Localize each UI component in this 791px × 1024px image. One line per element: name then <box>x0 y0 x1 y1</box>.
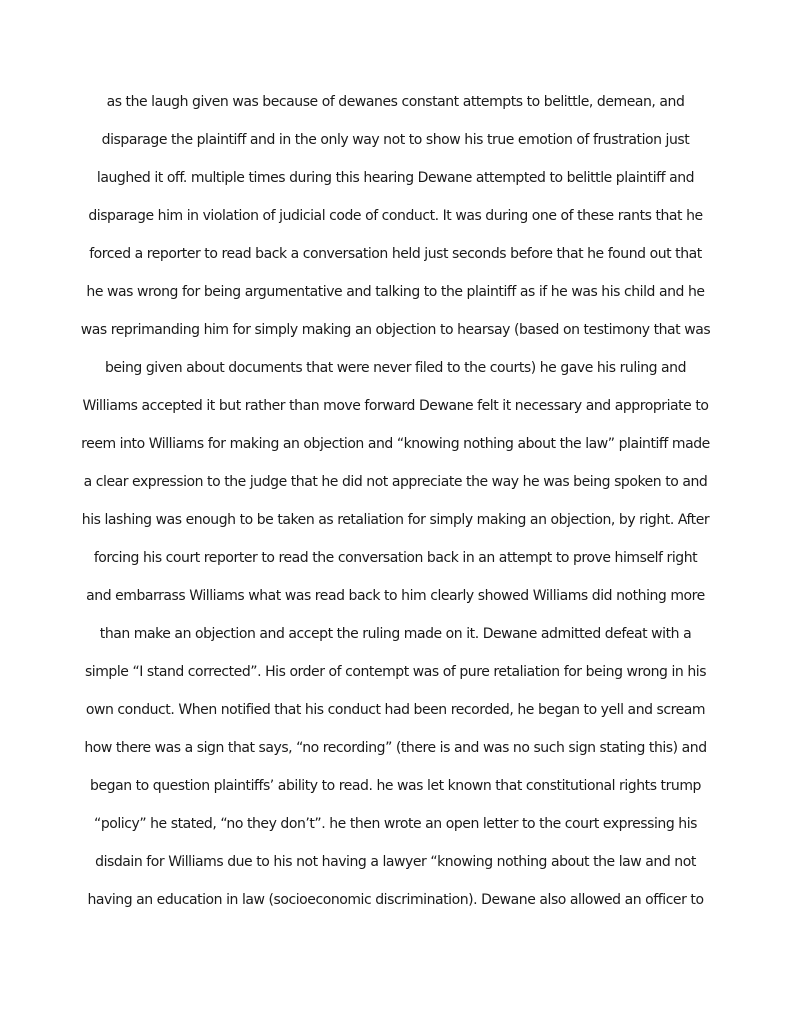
text-line-7: was reprimanding him for simply making an objection to hearsay (based on testimony that was <box>80 322 711 338</box>
text-line-4: disparage him in violation of judicial code of conduct. It was during one of these rants that he <box>88 208 703 224</box>
text-line-13: forcing his court reporter to read the conversation back in an attempt to prove himself right <box>93 550 698 566</box>
text-line-20: “policy” he stated, “no they don’t”. he then wrote an open letter to the court expressing his <box>94 816 697 832</box>
text-line-12: his lashing was enough to be taken as retaliation for simply making an objection, by right. After <box>81 512 710 528</box>
text-line-17: own conduct. When notified that his conduct had been recorded, he began to yell and scream <box>85 702 706 718</box>
text-line-18: how there was a sign that says, “no recording” (there is and was no such sign stating this) and <box>84 740 707 756</box>
text-line-22: having an education in law (socioeconomic discrimination). Dewane also allowed an officer to <box>87 892 704 908</box>
text-line-14: and embarrass Williams what was read back to him clearly showed Williams did nothing more <box>86 588 705 604</box>
text-line-19: began to question plaintiffs’ ability to read. he was let known that constitutional rights trump <box>90 778 701 794</box>
text-line-6: he was wrong for being argumentative and talking to the plaintiff as if he was his child and he <box>86 284 705 300</box>
text-line-11: a clear expression to the judge that he did not appreciate the way he was being spoken to and <box>83 474 708 490</box>
text-line-10: reem into Williams for making an objection and “knowing nothing about the law” plaintiff made <box>81 436 710 452</box>
text-line-5: forced a reporter to read back a conversation held just seconds before that he found out that <box>89 246 702 262</box>
text-line-16: simple “I stand corrected”. His order of contempt was of pure retaliation for being wrong in his <box>84 664 707 680</box>
text-line-2: disparage the plaintiff and in the only way not to show his true emotion of frustration just <box>101 132 690 148</box>
text-line-8: being given about documents that were never filed to the courts) he gave his ruling and <box>104 360 687 376</box>
text-line-9: Williams accepted it but rather than move forward Dewane felt it necessary and appropriate to <box>82 398 709 414</box>
body-text <box>60 90 731 926</box>
text-line-3: laughed it off. multiple times during this hearing Dewane attempted to belittle plaintiff and <box>96 170 695 186</box>
text-line-1: as the laugh given was because of dewanes constant attempts to belittle, demean, and <box>106 94 685 110</box>
text-line-21: disdain for Williams due to his not having a lawyer “knowing nothing about the law and not <box>95 854 696 870</box>
text-line-15: than make an objection and accept the ruling made on it. Dewane admitted defeat with a <box>99 626 692 642</box>
